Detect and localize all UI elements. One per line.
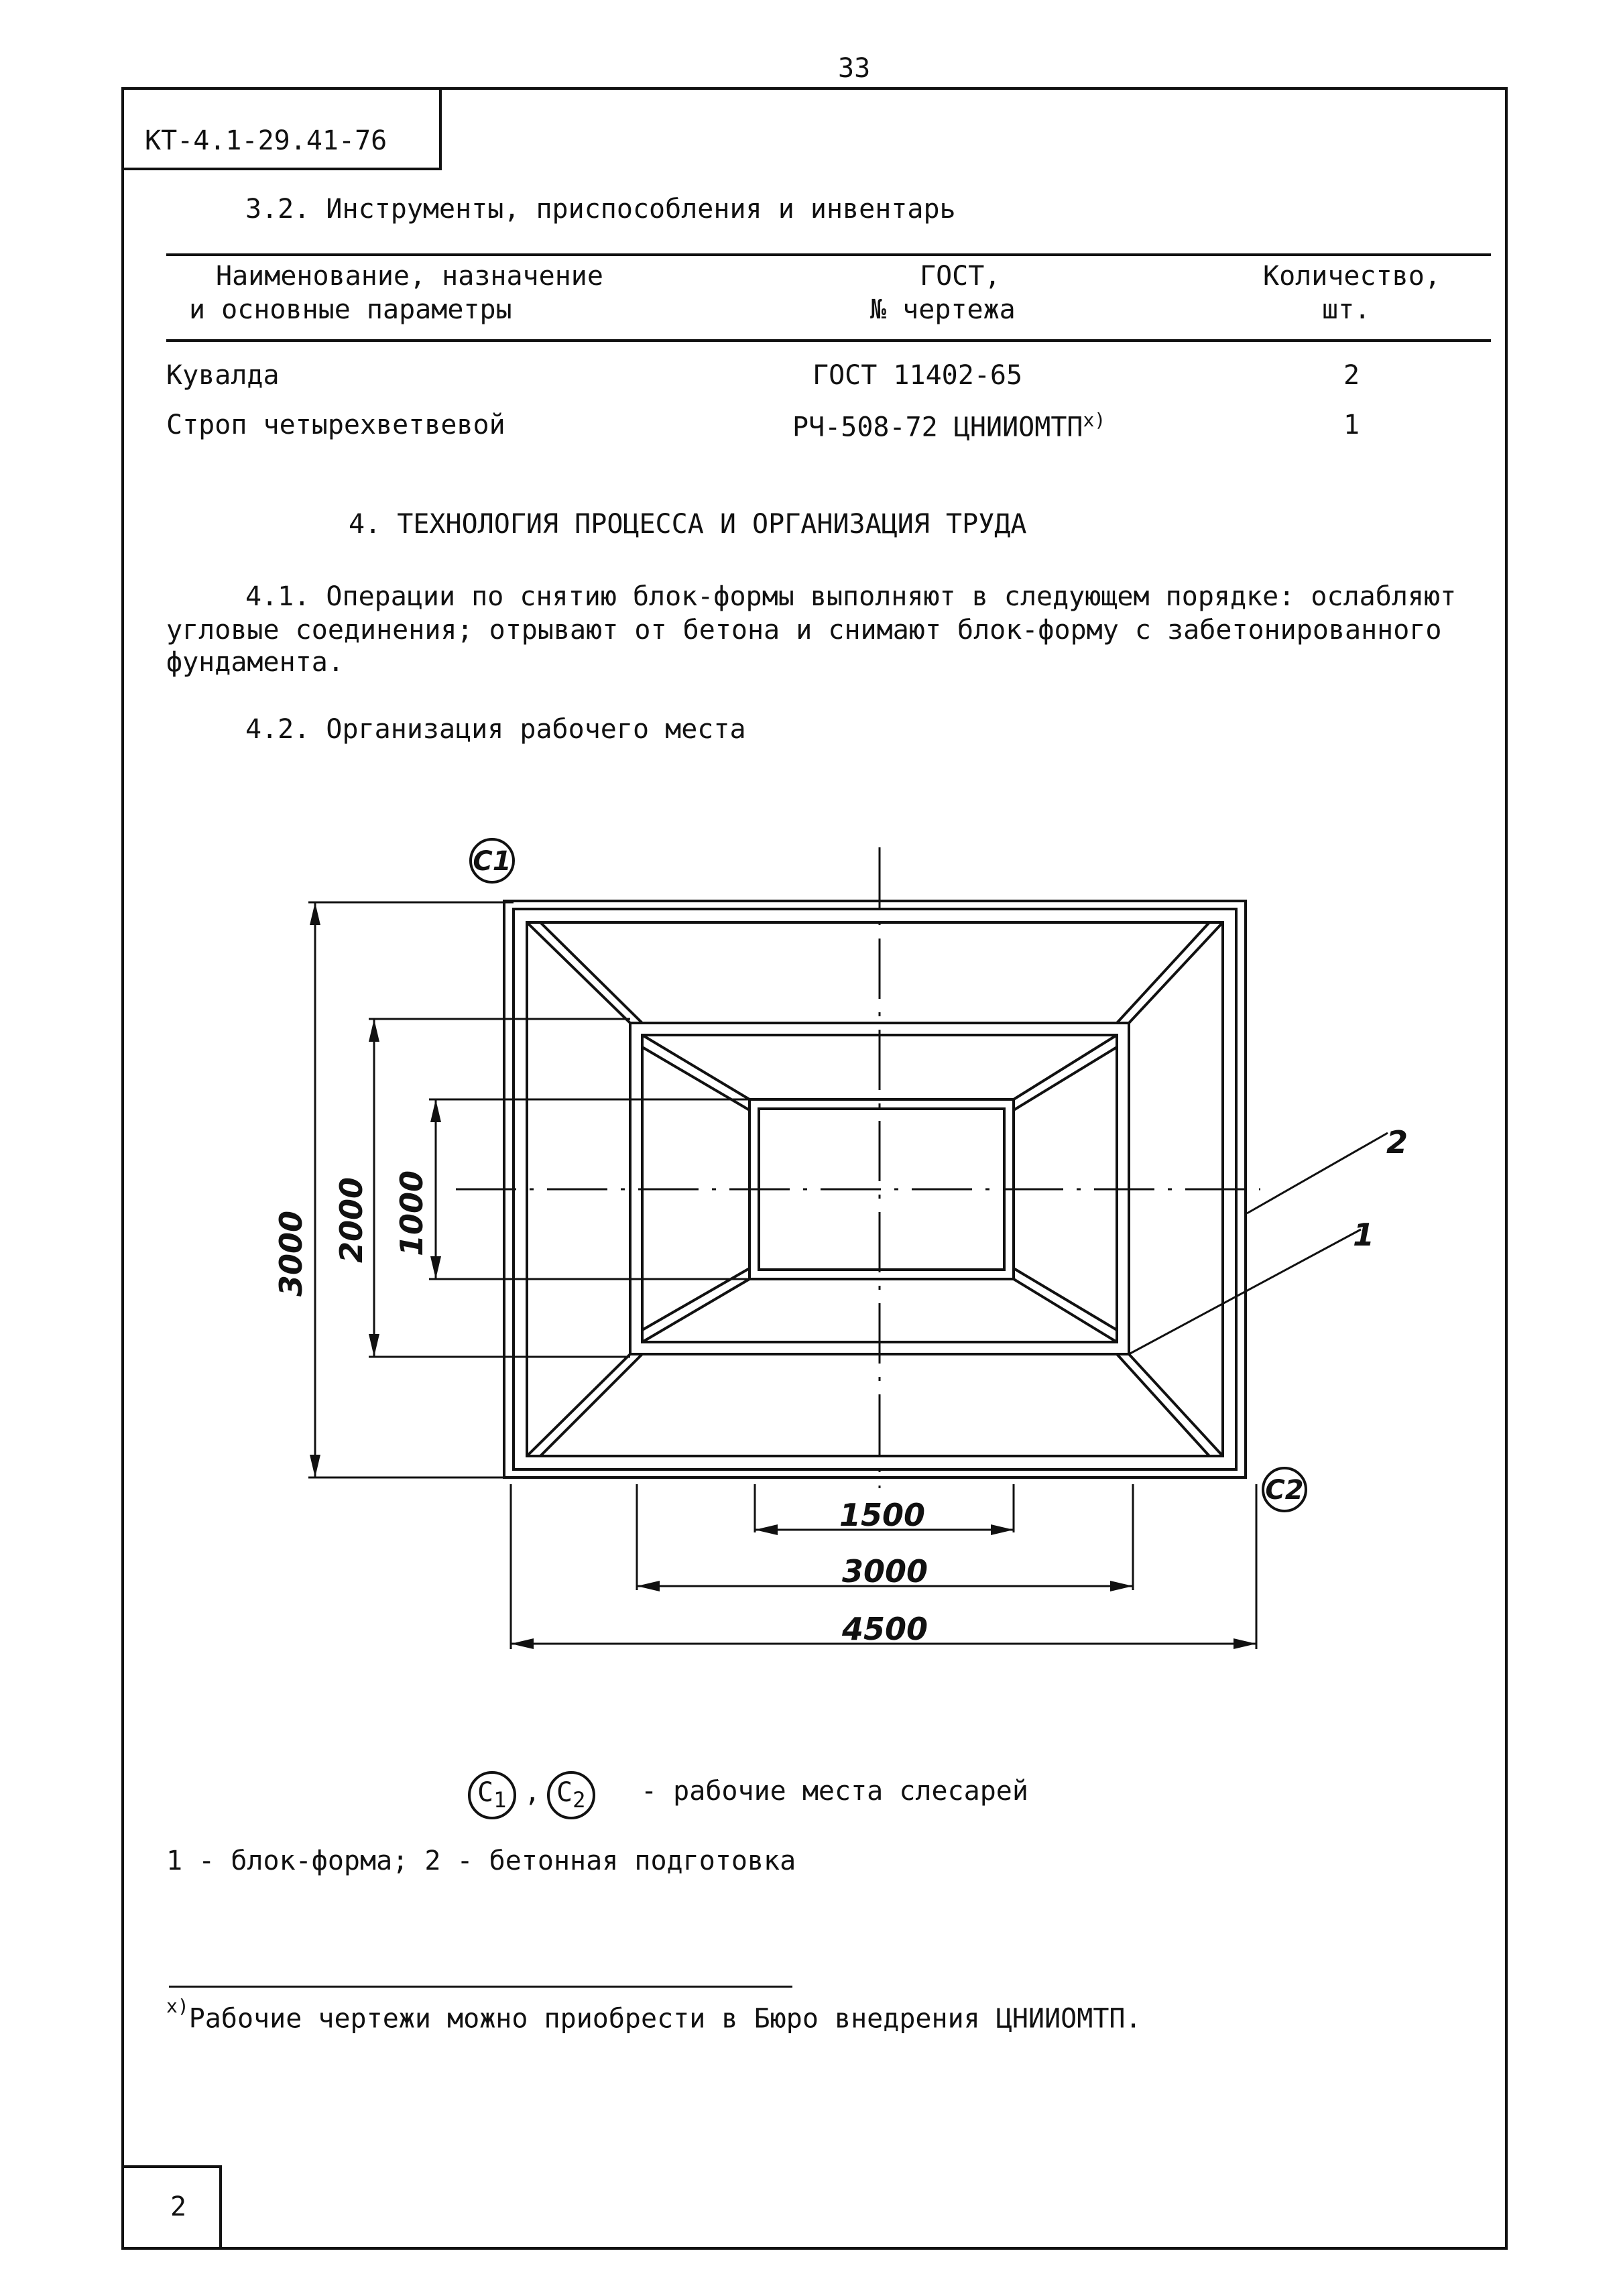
legend-items: 1 - блок-форма; 2 - бетонная подготовка bbox=[166, 1846, 796, 1876]
dim-3000-vertical: 3000 bbox=[273, 1210, 309, 1297]
th-name-1: Наименование, назначение bbox=[216, 261, 603, 292]
section-3-2-title: 3.2. Инструменты, приспособления и инвентарь bbox=[245, 194, 956, 225]
footnote-rule bbox=[169, 1986, 792, 1988]
dim-2000-vertical: 2000 bbox=[333, 1176, 369, 1264]
legend-c1-sub: 1 bbox=[493, 1787, 507, 1813]
row-2-gost-footnote-mark: x) bbox=[1083, 409, 1106, 431]
doc-code: КТ-4.1-29.41-76 bbox=[145, 125, 387, 156]
row-1-name: Кувалда bbox=[166, 360, 280, 391]
th-name-2: и основные параметры bbox=[189, 294, 512, 325]
para-4-1-line3: фундамента. bbox=[166, 647, 344, 678]
row-1-gost: ГОСТ 11402-65 bbox=[813, 360, 1023, 391]
legend-c1-letter: C bbox=[477, 1777, 494, 1808]
th-qty-2: шт. bbox=[1322, 294, 1371, 325]
legend-comma: , bbox=[524, 1777, 541, 1808]
th-qty-1: Количество, bbox=[1263, 261, 1441, 292]
row-2-name: Строп четырехветвевой bbox=[166, 410, 505, 440]
section-4-title: 4. ТЕХНОЛОГИЯ ПРОЦЕССА И ОРГАНИЗАЦИЯ ТРУДА bbox=[349, 509, 1027, 540]
dim-4500-horizontal: 4500 bbox=[841, 1611, 928, 1647]
row-2-gost-text: РЧ-508-72 ЦНИИОМТП bbox=[792, 412, 1083, 443]
th-gost-2: № чертежа bbox=[870, 294, 1016, 325]
marker-c1-label: C1 bbox=[473, 846, 512, 877]
th-gost-1: ГОСТ, bbox=[920, 261, 1001, 292]
para-4-2: 4.2. Организация рабочего места bbox=[245, 714, 746, 745]
legend-c1 bbox=[477, 1778, 506, 1812]
row-2-qty: 1 bbox=[1343, 410, 1360, 440]
dim-1000-vertical: 1000 bbox=[394, 1170, 430, 1257]
dim-3000-horizontal: 3000 bbox=[841, 1553, 928, 1589]
footnote-mark: x) bbox=[166, 1995, 189, 2017]
page-number-top: 33 bbox=[838, 53, 871, 84]
legend-c2-sub: 2 bbox=[573, 1787, 586, 1813]
marker-c2-label: C2 bbox=[1265, 1475, 1304, 1506]
callout-1: 1 bbox=[1353, 1217, 1375, 1253]
callout-2: 2 bbox=[1386, 1124, 1408, 1160]
footnote bbox=[166, 1995, 1142, 2035]
legend-c2 bbox=[556, 1778, 585, 1812]
legend-c2-letter: C bbox=[556, 1777, 573, 1808]
page-number-bottom: 2 bbox=[170, 2191, 187, 2222]
dim-1500-horizontal: 1500 bbox=[839, 1497, 926, 1533]
para-4-1-line2: угловые соединения; отрывают от бетона и снимают блок-форму с забетонированного bbox=[166, 615, 1442, 646]
row-1-qty: 2 bbox=[1343, 360, 1360, 391]
legend-text: - рабочие места слесарей bbox=[641, 1776, 1028, 1807]
footnote-text: Рабочие чертежи можно приобрести в Бюро внедрения ЦНИИОМТП. bbox=[188, 2003, 1142, 2035]
para-4-1-line1: 4.1. Операции по снятию блок-формы выполняют в следующем порядке: ослабляют bbox=[245, 581, 1457, 612]
